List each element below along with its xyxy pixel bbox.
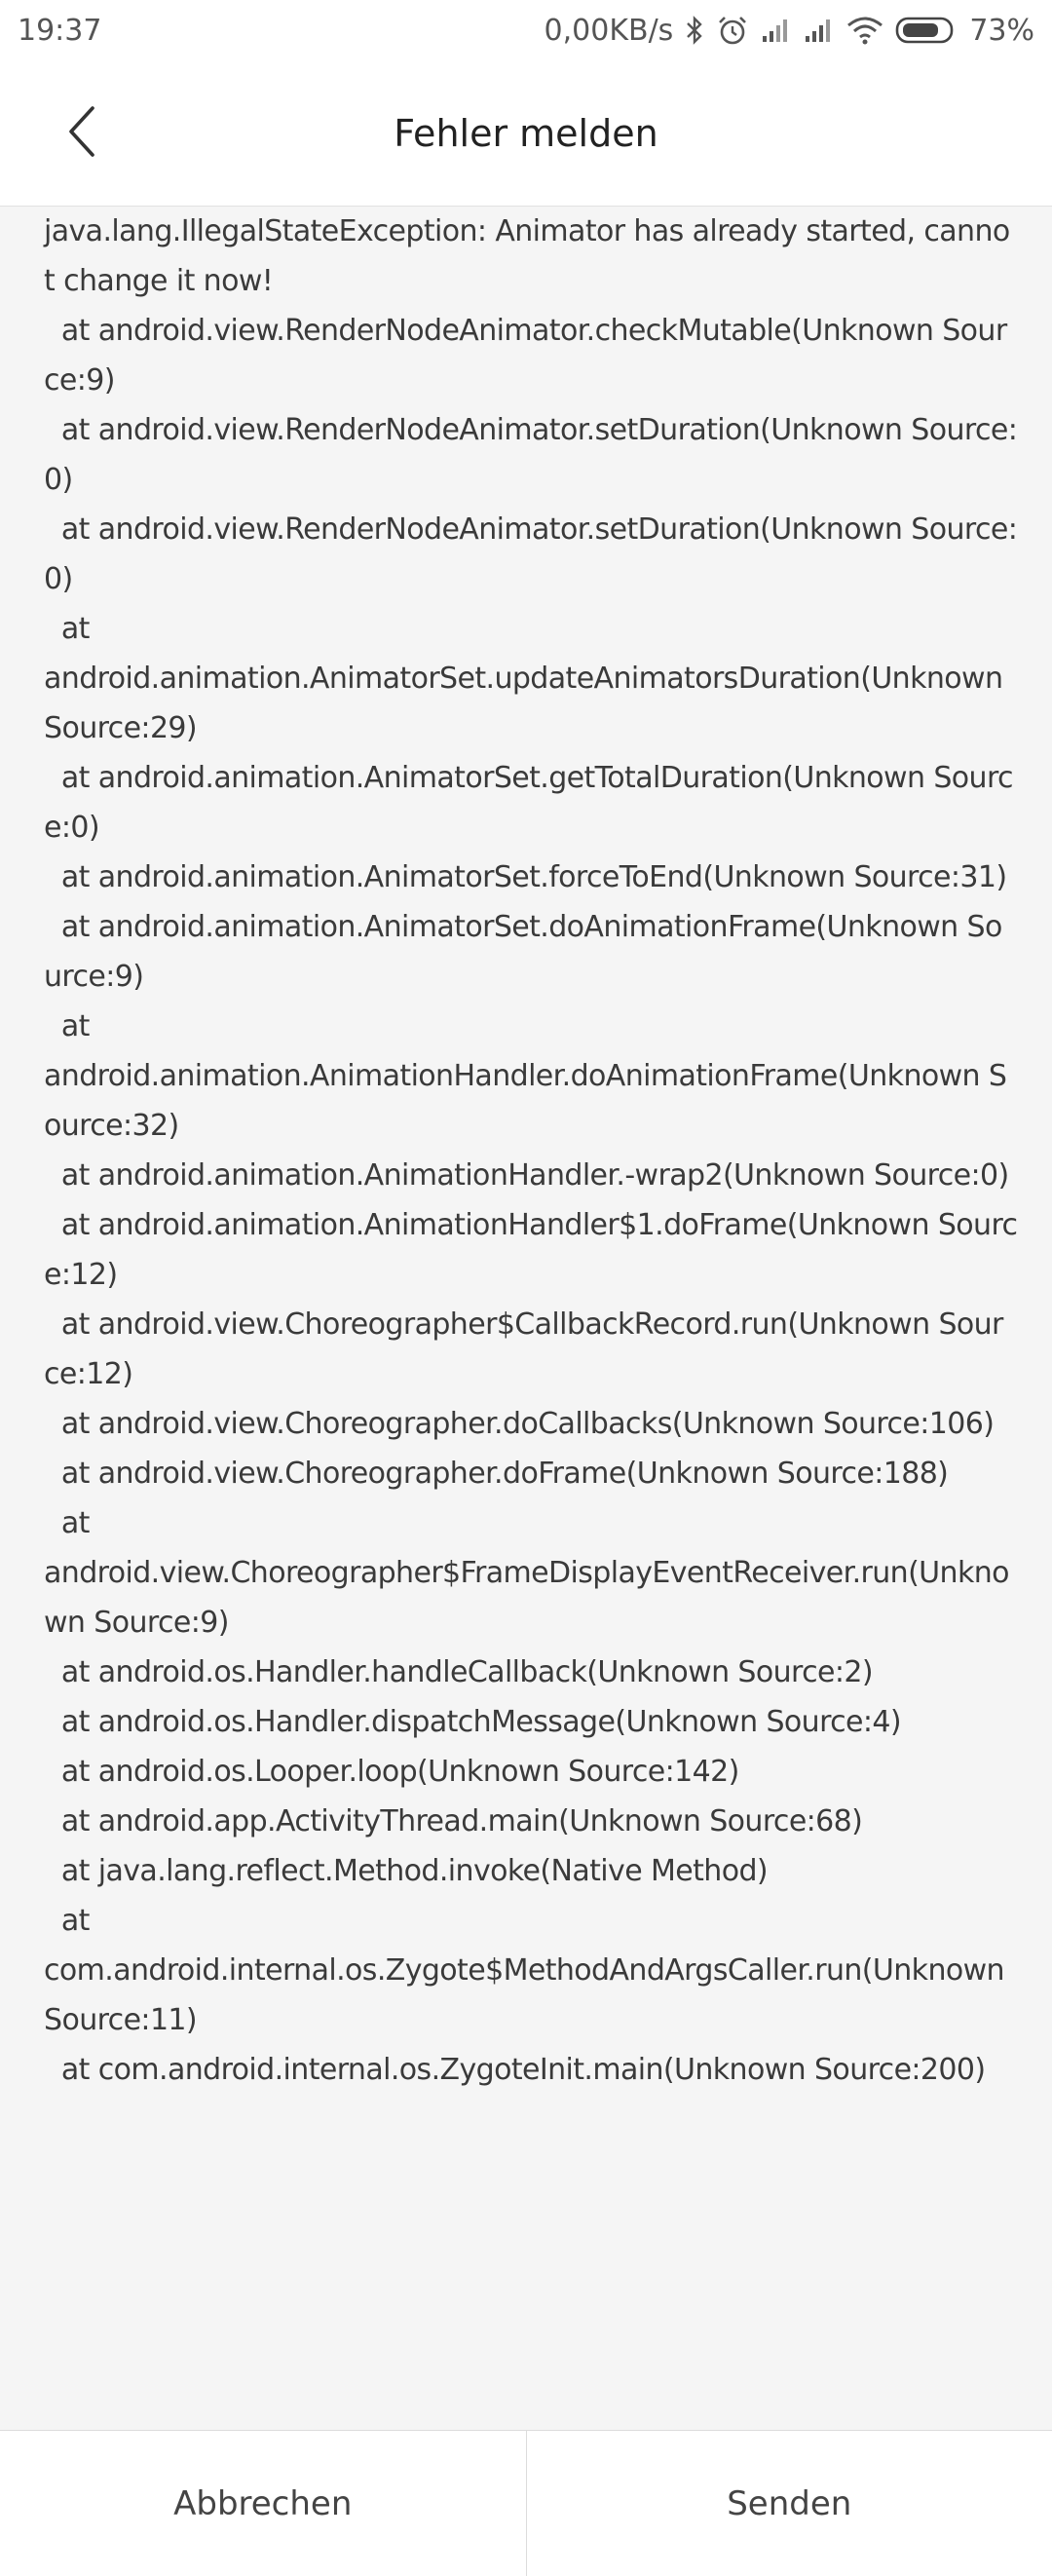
alarm-icon — [716, 15, 749, 46]
battery-percent: 73% — [969, 13, 1034, 48]
bluetooth-icon — [685, 16, 704, 45]
send-button[interactable]: Senden — [727, 2483, 852, 2523]
wifi-icon — [846, 16, 883, 45]
signal-icon — [804, 17, 835, 44]
app-header — [0, 60, 1052, 207]
page-title: Fehler melden — [394, 112, 658, 155]
signal-icon — [761, 17, 792, 44]
cancel-button[interactable]: Abbrechen — [173, 2483, 353, 2523]
status-icons — [545, 14, 1034, 48]
status-bar — [0, 0, 1052, 60]
battery-icon — [895, 16, 958, 45]
net-speed: 0,00KB/s — [544, 13, 674, 48]
action-bar — [0, 2430, 1052, 2576]
status-time: 19:37 — [18, 13, 102, 48]
error-log-text: java.lang.IllegalStateException: Animator has already started, cannot change it now! at android.view.RenderNodeAnimator.checkMutable(Unknown Source:9) at android.view.RenderNodeAnimator.setDuration(Unknown Source:0) at android.view.RenderNodeAnimator.setDuration(Unknown Source:0) at android.animation.AnimatorSet.updateAnimatorsDuration(Unknown Source:29) at android.animation.AnimatorSet.getTotalDuration(Unknown Source:0) at android.animation.AnimatorSet.forceToEnd(Unknown Source:31) at android.animation.AnimatorSet.doAnimationFrame(Unknown Source:9) at android.animation.AnimationHandler.doAnimationFrame(Unknown Source:32) at android.animation.AnimationHandler.-wrap2(Unknown Source:0) at android.animation.AnimationHandler$1.doFrame(Unknown Source:12) at android.view.Choreographer$CallbackRecord.run(Unknown Source:12) at android.view.Choreographer.doCallbacks(Unknown Source:106) at android.view.Choreographer.doFrame(Unknown Source:188) at android.view.Choreographer$FrameDisplayEventReceiver.run(Unknown Source:9) at android.os.Handler.handleCallback(Unknown Source:2) at android.os.Handler.dispatchMessage(Unknown Source:4) at android.os.Looper.loop(Unknown Source:142) at android.app.ActivityThread.main(Unknown Source:68) at java.lang.reflect.Method.invoke(Native Method) at com.android.internal.os.Zygote$MethodAndArgsCaller.run(Unknown Source:11) at com.android.internal.os.ZygoteInit.main(Unknown Source:200) — [44, 214, 1018, 2087]
error-log-area[interactable] — [0, 207, 1052, 2430]
